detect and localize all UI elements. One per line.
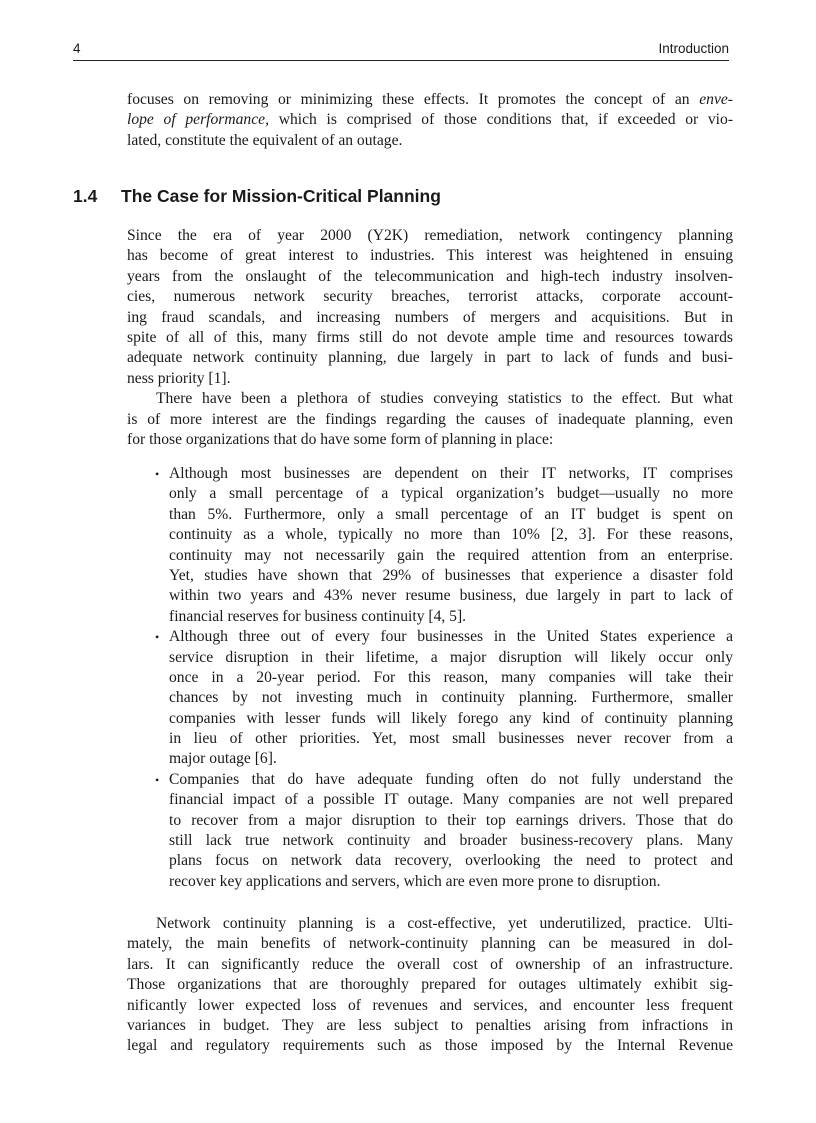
text-line: for those organizations that do have some form of planning in place:: [127, 430, 554, 448]
italic-term: lope of performance,: [127, 111, 269, 129]
text-line: focuses on removing or minimizing these effects. It promotes the concept of an enve-: [127, 91, 733, 108]
text-line: variances in budget. They are less subject to penalties arising from infractions in: [127, 1016, 733, 1034]
bullet-icon: •: [155, 467, 160, 481]
text-line: companies with lesser funds will likely forego any kind of continuity planning: [169, 709, 733, 727]
text-line: Although most businesses are dependent on their IT networks, IT comprises: [169, 465, 733, 482]
text-line: lated, constitute the equivalent of an outage.: [127, 131, 403, 149]
text-line: Those organizations that are thoroughly prepared for outages ultimately exhibit sig-: [127, 976, 733, 994]
section-number: 1.4: [73, 186, 98, 206]
text-line: adequate network continuity planning, due largely in part to lack of funds and busi-: [127, 349, 733, 367]
closing-paragraph: [127, 914, 733, 1057]
text-line: mately, the main benefits of network-continuity planning can be measured in dol-: [127, 935, 733, 953]
text-line: still lack true network continuity and broader business-recovery plans. Many: [169, 832, 733, 850]
text-line: to recover from a major disruption to their top earnings drivers. Those that do: [169, 811, 733, 829]
text-line: cies, numerous network security breaches, terrorist attacks, corporate account-: [127, 288, 733, 306]
italic-term: enve-: [699, 91, 733, 108]
intro-paragraph: [127, 90, 733, 151]
list-item: [155, 627, 733, 770]
text-line: spite of all of this, many firms still do not devote ample time and resources towards: [127, 328, 733, 346]
text-line: major outage [6].: [169, 750, 277, 768]
text-line: continuity as a whole, typically no more than 10% [2, 3]. For these reasons,: [169, 526, 733, 544]
text-line: within two years and 43% never resume business, due largely in part to lack of: [169, 587, 733, 605]
text-line: financial reserves for business continuity [4, 5].: [169, 607, 467, 625]
text-line: lope of performance, which is comprised of those conditions that, if exceeded or vio-: [127, 111, 733, 129]
text-line: is of more interest are the findings regarding the causes of inadequate planning, even: [127, 410, 733, 428]
text-line: continuity may not necessarily gain the required attention from an enterprise.: [169, 546, 733, 564]
bullet-list: [155, 464, 733, 892]
text-line: financial impact of a possible IT outage. Many companies are not well prepared: [169, 791, 733, 809]
text-line: than 5%. Furthermore, only a small percentage of an IT budget is spent on: [169, 505, 733, 523]
text-line: in lieu of other priorities. Yet, most small businesses never recover from a: [169, 730, 733, 748]
bullet-icon: •: [155, 772, 160, 787]
text-line: lars. It can significantly reduce the overall cost of ownership of an infrastructure.: [127, 955, 733, 973]
text-line: legal and regulatory requirements such as those imposed by the Internal Revenue: [127, 1037, 733, 1055]
text-line: Companies that do have adequate funding often do not fully understand the: [169, 770, 733, 788]
section-heading: [73, 186, 441, 207]
body-paragraphs: [127, 226, 733, 450]
text-line: ing fraud scandals, and increasing numbers of mergers and acquisitions. But in: [127, 308, 733, 326]
text-line: once in a 20-year period. For this reason, many companies will take their: [169, 668, 733, 686]
text-line: years from the onslaught of the telecommunication and high-tech industry insolven-: [127, 267, 733, 285]
bullet-icon: •: [155, 630, 160, 645]
text-line: plans focus on network data recovery, overlooking the need to protect and: [169, 852, 733, 870]
text-line: nificantly lower expected loss of revenues and services, and encounter less frequent: [127, 996, 733, 1014]
list-item: [155, 770, 733, 892]
text-line: only a small percentage of a typical organization’s budget—usually no more: [169, 485, 733, 503]
running-head-title: Introduction: [658, 41, 729, 56]
text-line: Although three out of every four businesses in the United States experience a: [169, 628, 733, 646]
running-head: [73, 40, 729, 61]
text-line: There have been a plethora of studies conveying statistics to the effect. But what: [156, 390, 733, 408]
text-line: recover key applications and servers, which are even more prone to disruption.: [169, 872, 661, 890]
list-item: [155, 464, 733, 627]
text-line: has become of great interest to industries. This interest was heightened in ensuing: [127, 247, 733, 265]
page-number: 4: [73, 41, 81, 56]
text-line: Since the era of year 2000 (Y2K) remediation, network contingency planning: [127, 227, 733, 244]
text-line: service disruption in their lifetime, a major disruption will likely occur only: [169, 648, 733, 666]
text-line: ness priority [1].: [127, 369, 231, 387]
text-line: Network continuity planning is a cost-effective, yet underutilized, practice. Ulti-: [156, 915, 733, 932]
text-line: chances by not investing much in continuity planning. Furthermore, smaller: [169, 689, 733, 707]
text-line: Yet, studies have shown that 29% of businesses that experience a disaster fold: [169, 566, 733, 584]
section-title: The Case for Mission-Critical Planning: [121, 186, 441, 206]
